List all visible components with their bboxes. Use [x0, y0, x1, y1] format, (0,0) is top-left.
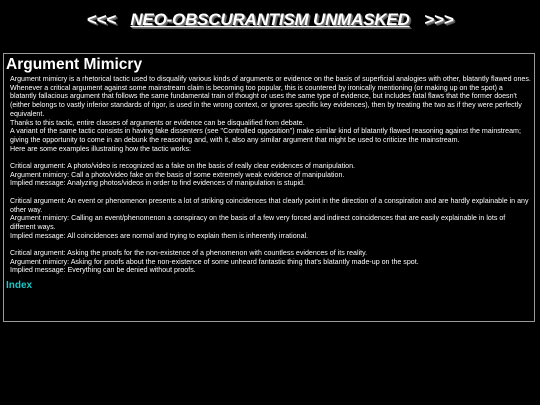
- intro-paragraph: Here are some examples illustrating how the tactic works:: [10, 144, 191, 153]
- intro-paragraph: Argument mimicry is a rhetorical tactic used to disqualify various kinds of arguments or evidence on the basis of superficial analogies with other, blatantly flawed ones.: [10, 75, 531, 83]
- intro-paragraph: A variant of the same tactic consists in having fake dissenters (see "Controlled opposition") make similar kind of blatantly flawed reasoning against the mainstream; giving the opportunity to come in an debunk the reasoning and, with it, also any similar argument that might be used to criticize the mainstream.: [10, 127, 521, 144]
- example-mimicry: Argument mimicry: Asking for proofs about the non-existence of some unheard fantastic thing that's blatantly made-up on the spot.: [10, 257, 419, 266]
- spacer: [10, 240, 531, 249]
- spacer: [10, 153, 531, 162]
- forward-arrows[interactable]: >>>: [424, 10, 454, 29]
- example-critical: Critical argument: A photo/video is recognized as a fake on the basis of really clear evidences of manipulation.: [10, 162, 356, 171]
- example-implied: Implied message: Everything can be denied without proofs.: [10, 266, 196, 275]
- page-title: Argument Mimicry: [6, 56, 143, 73]
- back-arrows[interactable]: <<<: [86, 10, 116, 29]
- site-title-link[interactable]: NEO-OBSCURANTISM UNMASKED: [130, 10, 410, 29]
- example-critical: Critical argument: Asking the proofs for the non-existence of a phenomenon with countless evidences of its reality.: [10, 249, 368, 258]
- example-implied: Implied message: Analyzing photos/videos in order to find evidences of manipulation is stupid.: [10, 179, 305, 188]
- intro-paragraph: Thanks to this tactic, entire classes of arguments or evidence can be disqualified from debate.: [10, 118, 305, 127]
- article-body: [10, 75, 531, 275]
- intro-paragraph: Whenever a critical argument against some mainstream claim is becoming too popular, this is countered by ironically mentioning (or making up on the spot) a blatantly fallacious argument that follows the same fundamental train of thought or uses the same type of evidence, but includes fatal flaws that the former doesn't (either belongs to vastly inferior standards of rigor, is used in the wrong context, or ignores specific key evidences), then by treating the two as if they were perfectly equivalent.: [10, 83, 522, 118]
- example-critical: Critical argument: An event or phenomenon presents a lot of striking coincidences that clearly point in the direction of a conspiration and are hardly explainable in any other way.: [10, 196, 529, 214]
- site-header: [0, 8, 540, 32]
- spacer: [10, 188, 531, 197]
- example-implied: Implied message: All coincidences are normal and trying to explain them is inherently irrational.: [10, 231, 309, 240]
- example-mimicry: Argument mimicry: Calling an event/phenomenon a conspiracy on the basis of a few very forced and indirect coincidences that are easily explainable in lots of different ways.: [10, 214, 506, 231]
- example-mimicry: Argument mimicry: Call a photo/video fake on the basis of some extremely weak evidence of manipulation.: [10, 170, 345, 179]
- article-box: [3, 53, 535, 322]
- index-link[interactable]: Index: [6, 280, 33, 292]
